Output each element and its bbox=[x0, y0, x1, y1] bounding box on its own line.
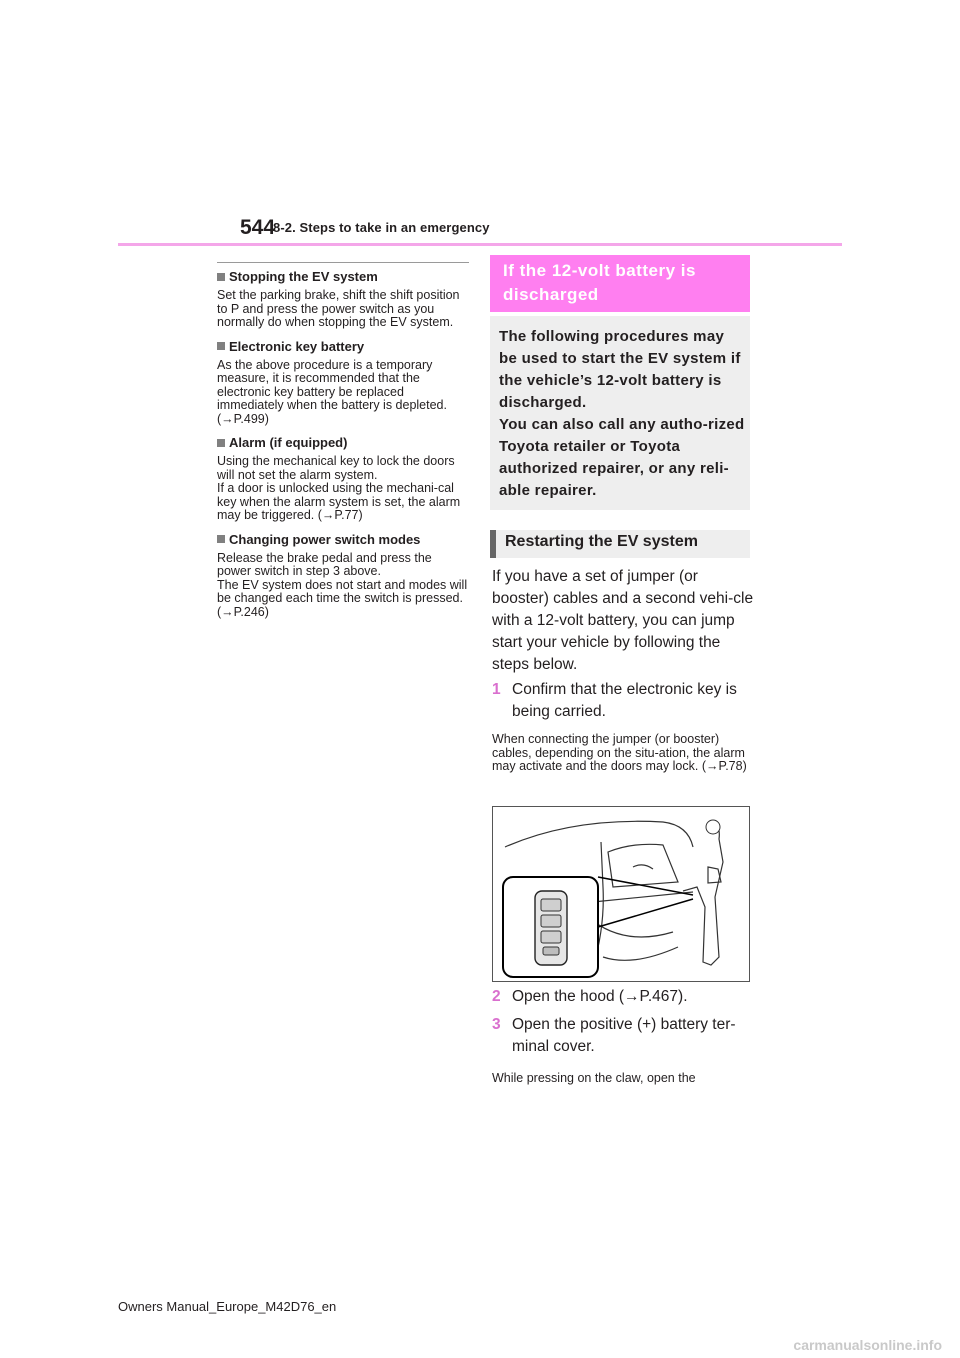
section-alarm bbox=[217, 435, 469, 523]
watermark: carmanualsonline.info bbox=[793, 1337, 942, 1353]
battery-discharged-heading-box bbox=[490, 255, 750, 312]
restart-heading: Restarting the EV system bbox=[505, 533, 698, 550]
left-top-rule bbox=[217, 262, 469, 263]
battery-discharged-heading: If the 12-volt battery is discharged bbox=[503, 261, 696, 304]
sub-heading: Alarm (if equipped) bbox=[229, 435, 348, 450]
section-stopping bbox=[217, 269, 469, 330]
step-text: Confirm that the electronic key is being carried. bbox=[512, 681, 737, 720]
smart-key-icon bbox=[535, 891, 567, 965]
square-bullet-icon bbox=[217, 535, 225, 543]
body-text: Using the mechanical key to lock the doors will not set the alarm system. If a door is unlocked using the mechani-cal key when the alarm system is set, the alarm may be triggered. (→P.77) bbox=[217, 454, 461, 522]
right-main-text bbox=[492, 566, 754, 774]
intro-box bbox=[490, 316, 750, 510]
heading-bar bbox=[490, 530, 496, 558]
footer-text: Owners Manual_Europe_M42D76_en bbox=[118, 1299, 337, 1314]
left-column bbox=[217, 262, 469, 628]
car-and-person-illustration bbox=[493, 807, 749, 981]
square-bullet-icon bbox=[217, 342, 225, 350]
section-title: 8-2. Steps to take in an emergency bbox=[273, 220, 490, 235]
step-3 bbox=[492, 1014, 754, 1058]
step-text: Open the positive (+) battery ter-minal cover. bbox=[512, 1016, 736, 1055]
sub-heading: Electronic key battery bbox=[229, 338, 365, 354]
body-text: As the above procedure is a temporary measure, it is recommended that the electronic key battery be replaced immediately when the battery is depleted. (→P.499) bbox=[217, 357, 447, 426]
step-2 bbox=[492, 986, 754, 1008]
step-text: Open the hood (→P.467). bbox=[512, 988, 688, 1005]
restart-heading-box bbox=[490, 530, 750, 558]
right-steps-continued bbox=[492, 986, 754, 1086]
body-text: Set the parking brake, shift the shift position to P and press the power switch as you normally do when stopping the EV system. bbox=[217, 288, 460, 329]
body-text: Release the brake pedal and press the power switch in step 3 above. The EV system does not start and modes will be changed each time the switch is pressed. (→P.246) bbox=[217, 550, 468, 619]
step-1 bbox=[492, 679, 754, 723]
intro-text: The following procedures may be used to start the EV system if the vehicle’s 12-volt battery is discharged. You can also call any autho-rized Toyota retailer or Toyota authorized repairer, or any reli-able repairer. bbox=[499, 328, 745, 499]
note-claw: While pressing on the claw, open the bbox=[492, 1071, 696, 1085]
section-key-battery bbox=[217, 339, 469, 427]
header-rule bbox=[118, 243, 842, 246]
step-number: 1 bbox=[492, 681, 501, 698]
step-number: 2 bbox=[492, 988, 501, 1005]
sub-heading: Changing power switch modes bbox=[229, 531, 421, 547]
square-bullet-icon bbox=[217, 439, 225, 447]
note-alarm: When connecting the jumper (or booster) cables, depending on the situ-ation, the alarm may activate and the doors may lock. (→P.78) bbox=[492, 732, 747, 773]
section-power-modes bbox=[217, 532, 469, 620]
main-paragraph: If you have a set of jumper (or booster) cables and a second vehi-cle with a 12-volt battery, you can jump start your vehicle by following the steps below. bbox=[492, 568, 754, 673]
page-number: 544 bbox=[240, 216, 276, 239]
step-number: 3 bbox=[492, 1016, 501, 1033]
electronic-key-illustration bbox=[492, 806, 750, 982]
square-bullet-icon bbox=[217, 273, 225, 281]
sub-heading: Stopping the EV system bbox=[229, 269, 378, 284]
